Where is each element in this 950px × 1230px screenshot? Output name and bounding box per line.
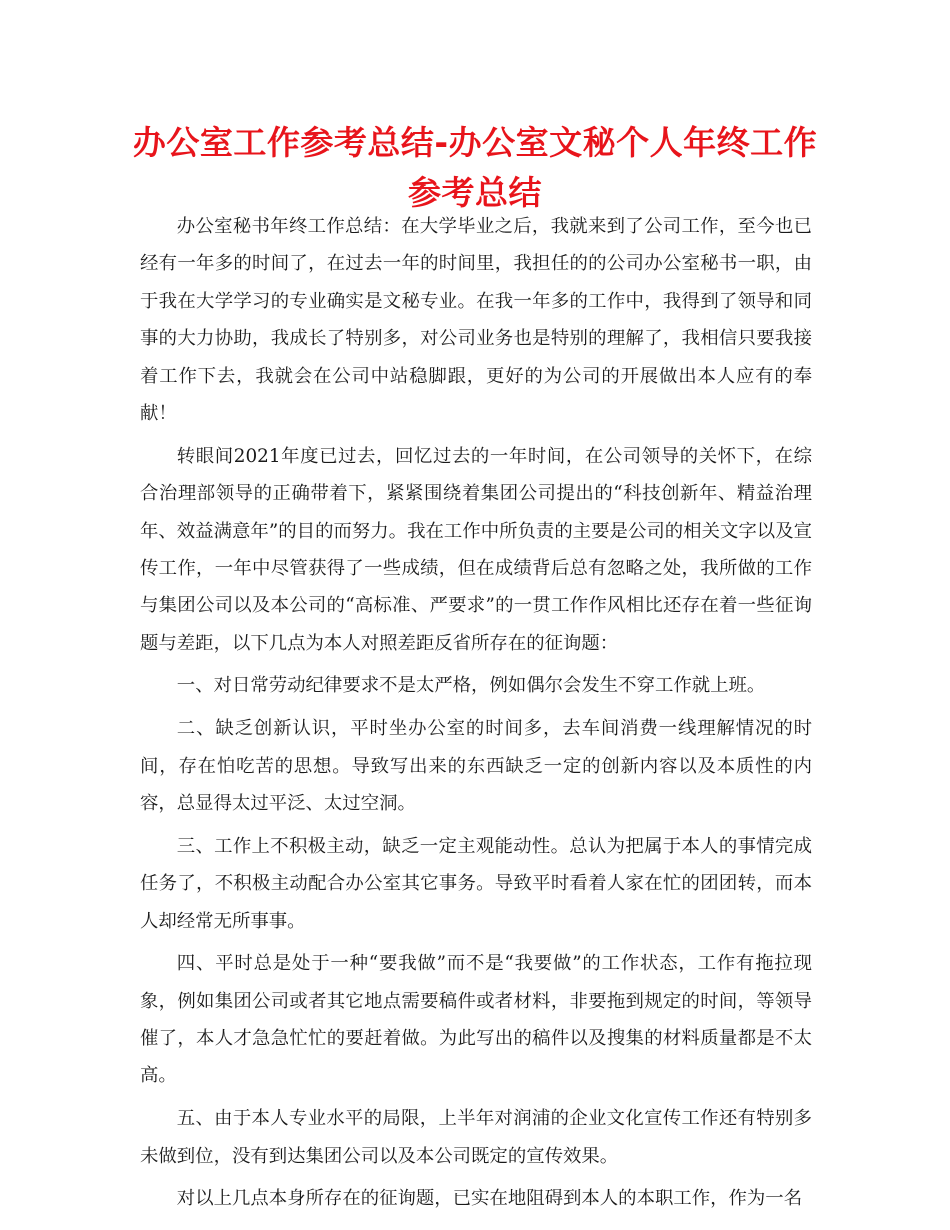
document-body (140, 208, 812, 1223)
paragraph: 转眼间2021年度已过去，回忆过去的一年时间，在公司领导的关怀下，在综合治理部领导的正确带着下，紧紧围绕着集团公司提出的“科技创新年、精益治理年、效益满意年”的目的而努力。我在工作中所负责的主要是公司的相关文字以及宣传工作，一年中尽管获得了一些成绩，但在成绩背后总有忽略之处，我所做的工作与集团公司以及本公司的“高标准、严要求”的一贯工作作风相比还存在着一些征询题与差距，以下几点为本人对照差距反省所存在的征询题： (140, 445, 812, 654)
paragraph: 三、工作上不积极主动，缺乏一定主观能动性。总认为把属于本人的事情完成任务了，不积极主动配合办公室其它事务。导致平时看着人家在忙的团团转，而本人却经常无所事事。 (140, 835, 812, 932)
paragraph: 五、由于本人专业水平的局限，上半年对润浦的企业文化宣传工作还有特别多未做到位，没有到达集团公司以及本公司既定的宣传效果。 (140, 1108, 812, 1167)
paragraph: 对以上几点本身所存在的征询题，已实在地阻碍到本人的本职工作，作为一名 (176, 1188, 803, 1210)
paragraph: 办公室秘书年终工作总结：在大学毕业之后，我就来到了公司工作，至今也已经有一年多的时间了，在过去一年的时间里，我担任的的公司办公室秘书一职，由于我在大学学习的专业确实是文秘专业。在我一年多的工作中，我得到了领导和同事的大力协助，我成长了特别多，对公司业务也是特别的理解了，我相信只要我接着工作下去，我就会在公司中站稳脚跟，更好的为公司的开展做出本人应有的奉献！ (140, 216, 812, 425)
paragraph: 一、对日常劳动纪律要求不是太严格，例如偶尔会发生不穿工作就上班。 (176, 675, 766, 697)
paragraph: 四、平时总是处于一种“要我做”而不是“我要做”的工作状态，工作有拖拉现象，例如集团公司或者其它地点需要稿件或者材料，非要拖到规定的时间，等领导催了，本人才急急忙忙的要赶着做。为此写出的稿件以及搜集的材料质量都是不太高。 (140, 953, 812, 1087)
paragraph: 二、缺乏创新认识，平时坐办公室的时间多，去车间消费一线理解情况的时间，存在怕吃苦的思想。导致写出来的东西缺乏一定的创新内容以及本质性的内容，总显得太过平泛、太过空洞。 (140, 718, 812, 814)
document-title: 办公室工作参考总结-办公室文秘个人年终工作参考总结 (132, 123, 818, 212)
